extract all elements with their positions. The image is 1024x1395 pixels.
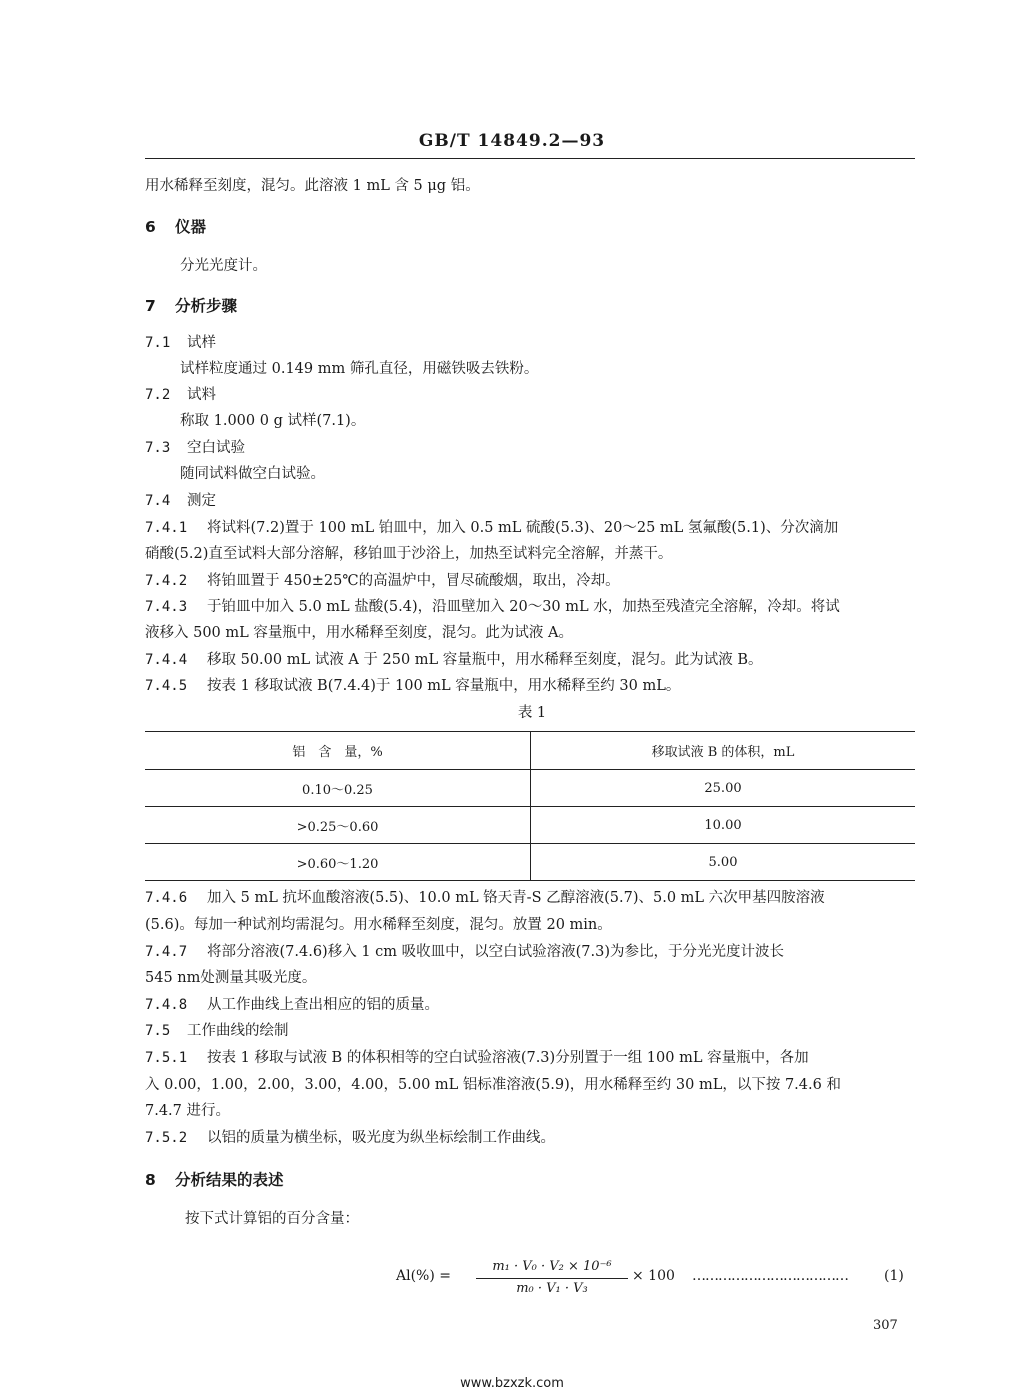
table-cell: 25.00 xyxy=(531,770,916,807)
section-number: 8 xyxy=(145,1171,156,1189)
formula-denominator: m₀ · V₁ · V₃ xyxy=(516,1281,588,1296)
clause-number: 7.4.2 xyxy=(145,573,188,589)
section-8-heading xyxy=(145,1168,284,1190)
document-header: GB/T 14849.2—93 xyxy=(418,131,606,151)
subsection-7-3 xyxy=(145,438,245,458)
equation-number: (1) xyxy=(884,1268,904,1284)
table-header-row xyxy=(145,732,915,770)
table-row xyxy=(145,807,915,844)
clause-7-4-1 xyxy=(145,518,838,538)
section-7-heading xyxy=(145,294,237,316)
table-cell: 10.00 xyxy=(531,807,916,844)
section-number: 7 xyxy=(145,297,156,315)
clause-number: 7.4.4 xyxy=(145,652,188,668)
table-cell: 0.10～0.25 xyxy=(145,770,531,807)
section-6-heading xyxy=(145,215,206,237)
clause-7-4-3 xyxy=(145,597,840,617)
page-number: 307 xyxy=(873,1318,898,1333)
clause-title: 空白试验 xyxy=(187,440,245,456)
paragraph-line: 入 0.00，1.00，2.00，3.00，4.00，5.00 mL 铝标准溶液(5.9)，用水稀释至约 30 mL，以下按 7.4.6 和 xyxy=(145,1077,841,1093)
table-header-cell: 移取试液 B 的体积，mL xyxy=(531,732,916,770)
subsection-7-1 xyxy=(145,333,216,353)
paragraph-line: 硝酸(5.2)直至试料大部分溶解，移铂皿于沙浴上，加热至试料完全溶解，并蒸干。 xyxy=(145,546,673,562)
clause-text: 于铂皿中加入 5.0 mL 盐酸(5.4)，沿皿壁加入 20～30 mL 水，加热至残渣完全溶解，冷却。将试 xyxy=(207,599,840,615)
clause-7-4-6 xyxy=(145,888,825,908)
paragraph-line: 545 nm处测量其吸光度。 xyxy=(145,970,317,986)
subsection-7-4 xyxy=(145,491,216,511)
clause-number: 7.5.1 xyxy=(145,1050,188,1066)
clause-text: 将铂皿置于 450±25℃的高温炉中，冒尽硫酸烟，取出，冷却。 xyxy=(207,573,620,589)
clause-number: 7.4.1 xyxy=(145,520,188,536)
formula-lhs: Al(%) = xyxy=(396,1268,451,1284)
clause-number: 7.1 xyxy=(145,335,171,351)
clause-number: 7.5 xyxy=(145,1023,171,1039)
clause-number: 7.4.7 xyxy=(145,944,188,960)
clause-text: 从工作曲线上查出相应的铝的质量。 xyxy=(207,997,439,1013)
paragraph-line: 用水稀释至刻度，混匀。此溶液 1 mL 含 5 μg 铝。 xyxy=(145,178,480,194)
paragraph-line: 分光光度计。 xyxy=(180,258,267,274)
clause-number: 7.5.2 xyxy=(145,1130,188,1146)
section-title: 仪器 xyxy=(175,217,207,236)
clause-7-4-4 xyxy=(145,650,763,670)
paragraph-line: 液移入 500 mL 容量瓶中，用水稀释至刻度，混匀。此为试液 A。 xyxy=(145,625,573,641)
clause-title: 测定 xyxy=(187,493,216,509)
clause-title: 试样 xyxy=(187,335,216,351)
clause-title: 试料 xyxy=(187,387,216,403)
clause-number: 7.4.8 xyxy=(145,997,188,1013)
paragraph-line: (5.6)。每加一种试剂均需混匀。用水稀释至刻度，混匀。放置 20 min。 xyxy=(145,917,612,933)
section-title: 分析结果的表述 xyxy=(175,1170,284,1189)
fraction-bar xyxy=(476,1278,628,1279)
clause-number: 7.4.6 xyxy=(145,890,188,906)
section-title: 分析步骤 xyxy=(175,296,238,315)
clause-number: 7.2 xyxy=(145,387,171,403)
clause-text: 移取 50.00 mL 试液 A 于 250 mL 容量瓶中，用水稀释至刻度，混匀。此为试液 B。 xyxy=(207,652,763,668)
clause-7-5-1 xyxy=(145,1048,809,1068)
table-row xyxy=(145,770,915,807)
table-cell: >0.25～0.60 xyxy=(145,807,531,844)
clause-number: 7.4.5 xyxy=(145,678,188,694)
footer-url: www.bzxzk.com xyxy=(460,1376,564,1391)
formula-leader-dots: ……………………………… xyxy=(692,1268,848,1284)
paragraph-line: 试样粒度通过 0.149 mm 筛孔直径，用磁铁吸去铁粉。 xyxy=(180,361,539,377)
table-caption: 表 1 xyxy=(517,705,547,721)
formula-numerator: m₁ · V₀ · V₂ × 10⁻⁶ xyxy=(492,1259,612,1274)
table-1 xyxy=(145,731,915,881)
clause-text: 以铝的质量为横坐标，吸光度为纵坐标绘制工作曲线。 xyxy=(207,1130,555,1146)
header-rule xyxy=(145,158,915,159)
clause-number: 7.3 xyxy=(145,440,171,456)
clause-number: 7.4.3 xyxy=(145,599,188,615)
clause-text: 加入 5 mL 抗坏血酸溶液(5.5)、10.0 mL 铬天青-S 乙醇溶液(5.7)、5.0 mL 六次甲基四胺溶液 xyxy=(207,890,825,906)
clause-text: 按表 1 移取试液 B(7.4.4)于 100 mL 容量瓶中，用水稀释至约 30 mL。 xyxy=(207,678,681,694)
clause-text: 将部分溶液(7.4.6)移入 1 cm 吸收皿中，以空白试验溶液(7.3)为参比，于分光光度计波长 xyxy=(207,944,785,960)
table-row xyxy=(145,844,915,881)
paragraph-line: 按下式计算铝的百分含量： xyxy=(185,1211,359,1227)
formula-times: × 100 xyxy=(632,1268,675,1284)
clause-7-4-8 xyxy=(145,995,439,1015)
clause-text: 将试料(7.2)置于 100 mL 铂皿中，加入 0.5 mL 硫酸(5.3)、20～25 mL 氢氟酸(5.1)、分次滴加 xyxy=(207,520,839,536)
paragraph-line: 称取 1.000 0 g 试样(7.1)。 xyxy=(180,413,366,429)
paragraph-line: 随同试料做空白试验。 xyxy=(180,466,325,482)
clause-7-4-5 xyxy=(145,676,680,696)
clause-7-4-7 xyxy=(145,942,784,962)
subsection-7-2 xyxy=(145,385,216,405)
table-header-cell: 铝 含 量，% xyxy=(145,732,531,770)
clause-7-5-2 xyxy=(145,1128,555,1148)
table-cell: >0.60～1.20 xyxy=(145,844,531,881)
table-cell: 5.00 xyxy=(531,844,916,881)
subsection-7-5 xyxy=(145,1021,289,1041)
paragraph-line: 7.4.7 进行。 xyxy=(145,1103,231,1119)
clause-text: 按表 1 移取与试液 B 的体积相等的空白试验溶液(7.3)分别置于一组 100 mL 容量瓶中，各加 xyxy=(207,1050,809,1066)
clause-title: 工作曲线的绘制 xyxy=(187,1023,289,1039)
clause-7-4-2 xyxy=(145,571,620,591)
section-number: 6 xyxy=(145,218,156,236)
clause-number: 7.4 xyxy=(145,493,171,509)
